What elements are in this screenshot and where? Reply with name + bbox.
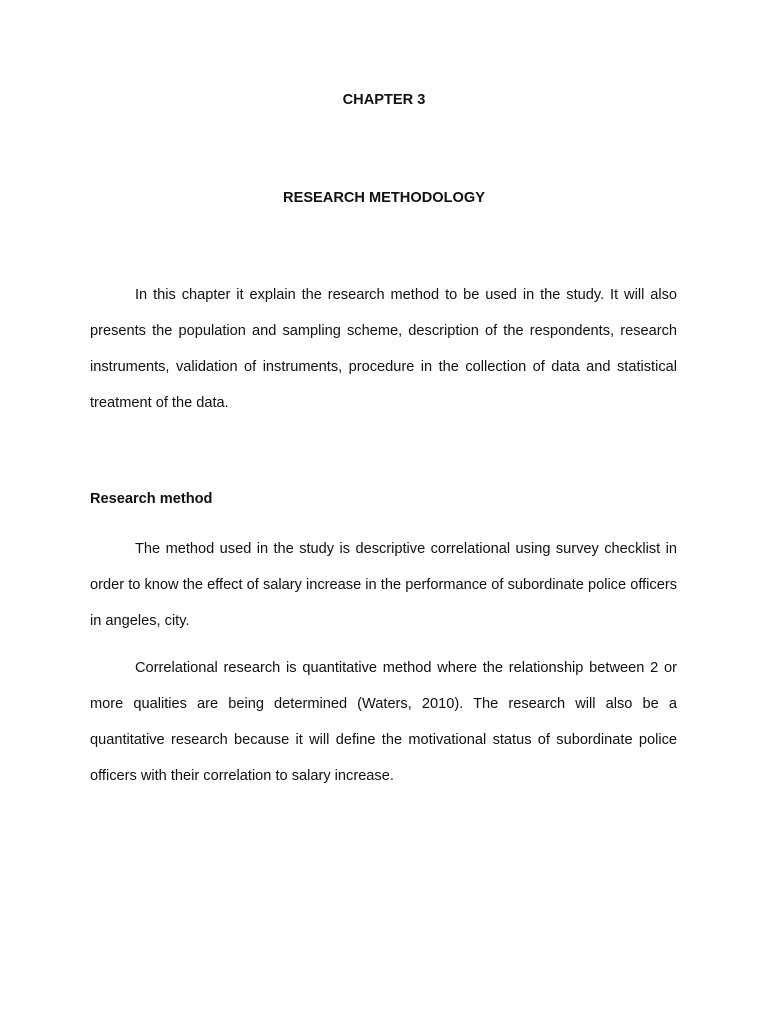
section-heading: Research method: [90, 491, 213, 507]
chapter-label: CHAPTER 3: [342, 92, 426, 108]
section-paragraph: The method used in the study is descriptive correlational using survey checklist in order to know the effect of salary increase in the performance of subordinate police officers in angeles, city.: [90, 541, 677, 629]
chapter-title: RESEARCH METHODOLOGY: [283, 190, 485, 206]
intro-paragraph: In this chapter it explain the research method to be used in the study. It will also presents the population and sampling scheme, description of the respondents, research instruments, validation of instruments, procedure in the collection of data and statistical treatment of the data.: [90, 287, 677, 411]
section-paragraph: Correlational research is quantitative method where the relationship between 2 or more qualities are being determined (Waters, 2010). The research will also be a quantitative research because it will define the motivational status of subordinate police officers with their correlation to salary increase.: [90, 660, 677, 784]
